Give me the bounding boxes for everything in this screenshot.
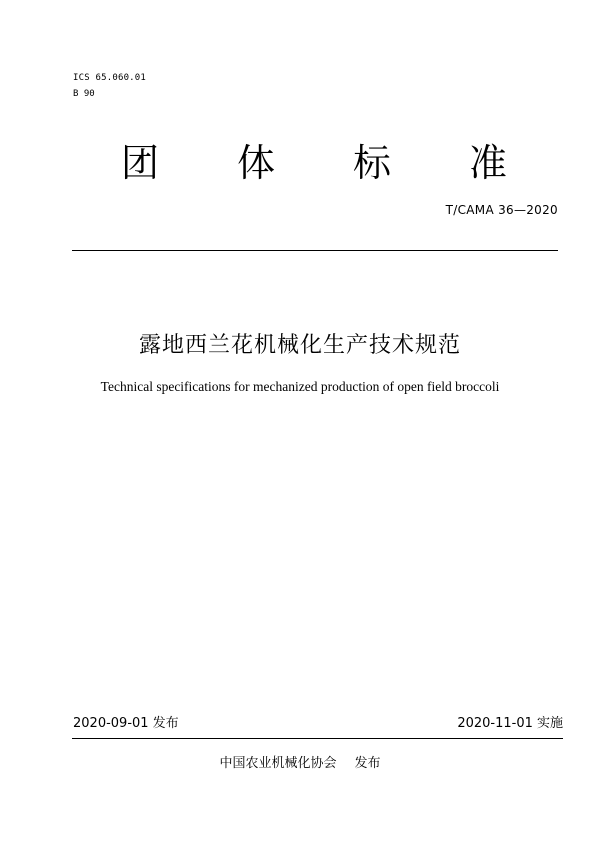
document-title-chinese: 露地西兰花机械化生产技术规范 [138, 333, 461, 358]
document-title-english: Technical specifications for mechanized production of open field broccoli [100, 379, 500, 394]
publisher-action: 发布 [354, 756, 381, 771]
standard-number: T/CAMA 36—2020 [445, 203, 558, 217]
standard-type-char: 体 [236, 141, 275, 185]
standard-type-char: 团 [121, 141, 160, 185]
bottom-divider [72, 738, 563, 739]
ics-code: ICS 65.060.01 [73, 73, 147, 83]
standard-type-heading [0, 140, 600, 186]
top-divider [72, 250, 558, 251]
publisher-line [0, 755, 600, 773]
standard-type-char: 标 [352, 141, 391, 185]
issue-date: 2020-09-01 发布 [73, 716, 179, 731]
ccs-code: B 90 [73, 89, 95, 99]
standard-type-char: 准 [468, 141, 507, 185]
implementation-date: 2020-11-01 实施 [457, 716, 563, 731]
publisher-name: 中国农业机械化协会 [219, 756, 337, 771]
